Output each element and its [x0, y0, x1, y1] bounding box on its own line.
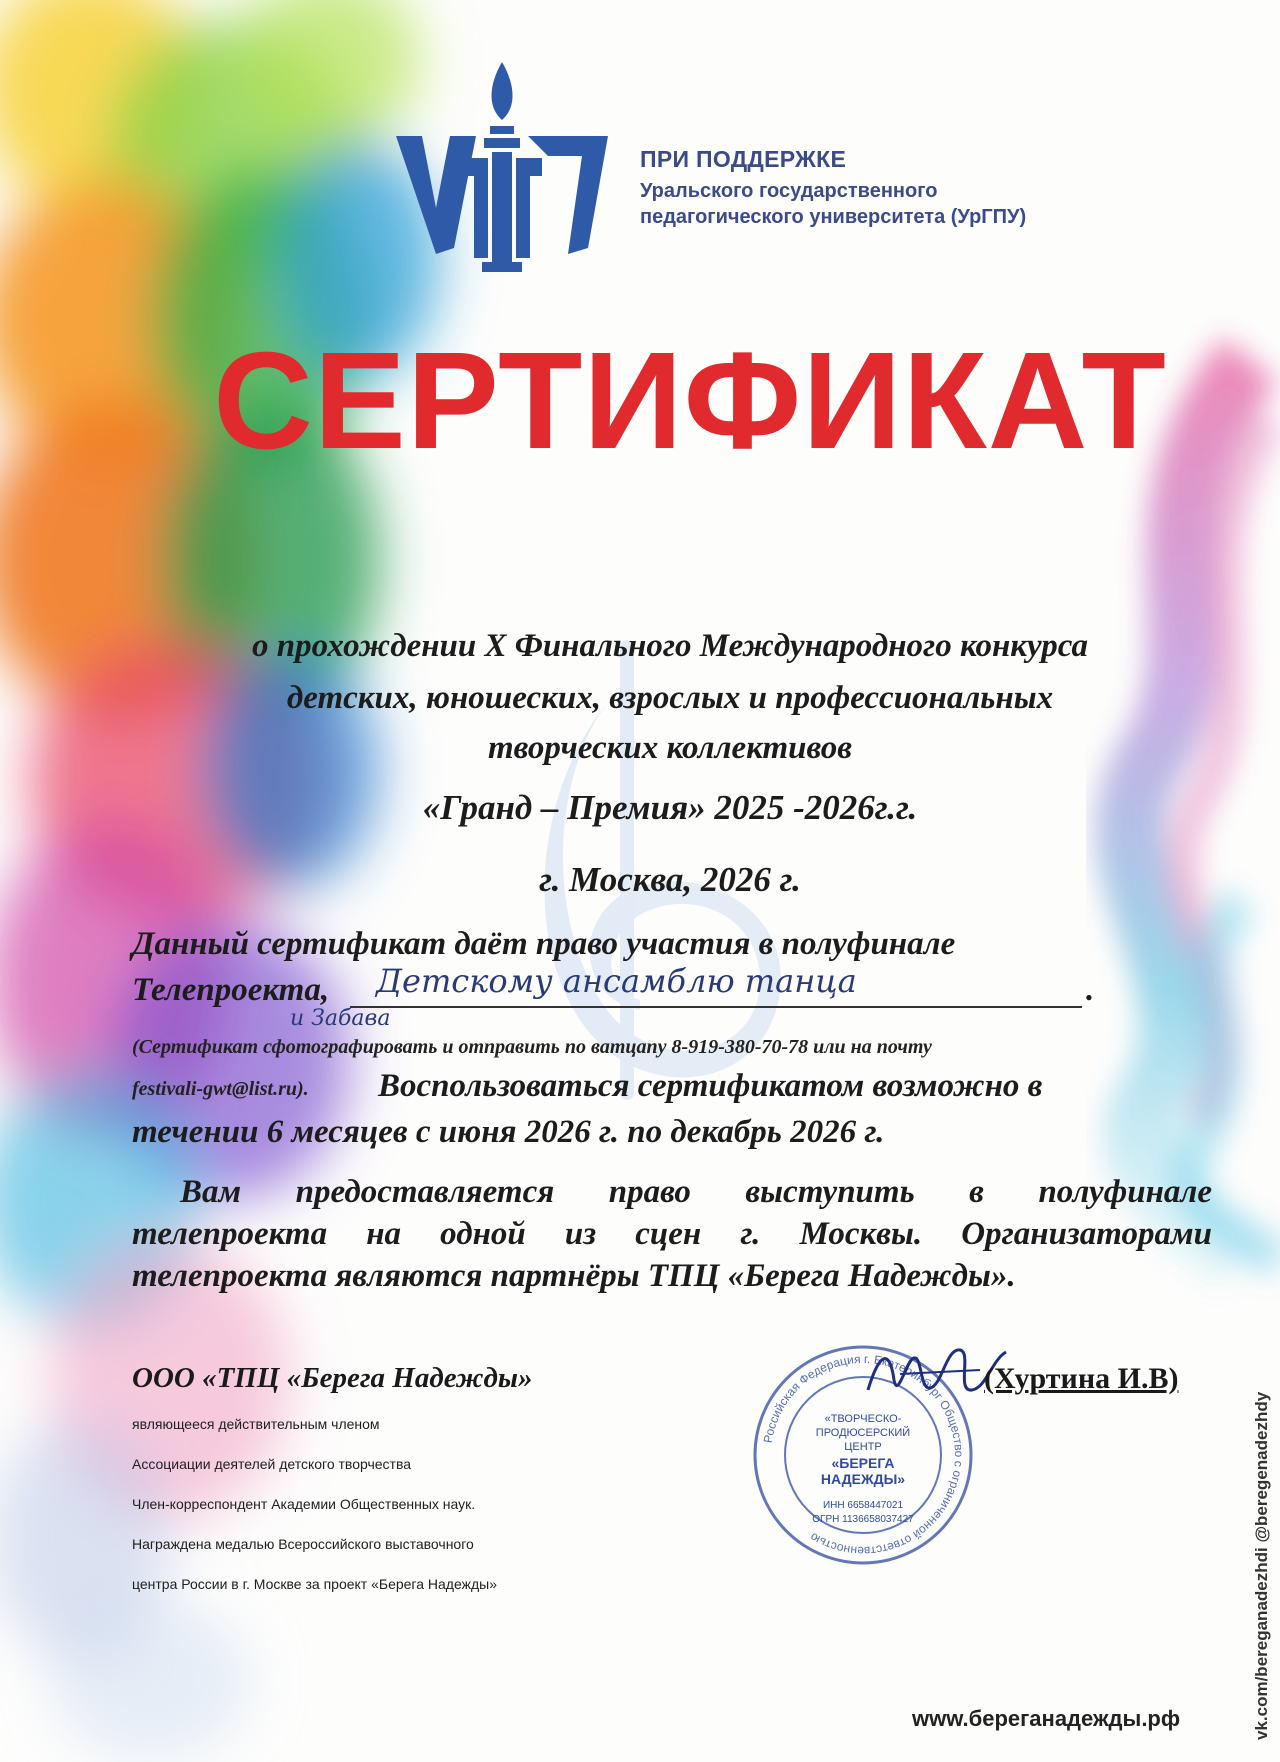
project-prefix: Телепроекта,: [132, 972, 330, 1008]
organization-info-2: Ассоциации деятелей детского творчества: [132, 1456, 412, 1472]
contact-note: (Сертификат сфотографировать и отправить по ватцапу 8-919-380-70-78 или на почту: [132, 1036, 932, 1058]
participant-handwritten: Детскому ансамблю танца: [376, 962, 857, 1000]
organization-info-4: Награждена медалью Всероссийского выставочного: [132, 1536, 474, 1552]
organization-info-5: центра России в г. Москве за проект «Берега Надежды»: [132, 1576, 497, 1592]
event-line-2: детских, юношеских, взрослых и профессиональных: [286, 680, 1054, 716]
urgpu-logo: [392, 58, 612, 285]
usage-line-2: течении 6 месяцев с июня 2026 г. по декабрь 2026 г.: [132, 1114, 885, 1150]
usage-line-1: Воспользоваться сертификатом возможно в: [378, 1068, 1043, 1104]
organization-info-1: являющееся действительным членом: [132, 1416, 380, 1432]
contact-email[interactable]: festivali-gwt@list.ru).: [132, 1078, 309, 1100]
urgpu-logo-graphic: [392, 58, 612, 280]
stamp-outer-text: Российская Федерация г. Екатеринбург Общество с ограниченной ответственностью: [760, 1351, 967, 1559]
organization-name: ООО «ТПЦ «Берега Надежды»: [132, 1362, 533, 1394]
support-line-2: педагогического университета (УрГПУ): [640, 206, 1027, 228]
certificate-title: СЕРТИФИКАТ: [213, 324, 1167, 478]
event-line-3: творческих коллективов: [487, 730, 853, 766]
stamp-center-5: НАДЕЖДЫ»: [820, 1471, 906, 1487]
stamp-inn: ИНН 6658447021: [822, 1500, 904, 1511]
social-links-vertical[interactable]: vk.com/bereganadezhdi @beregenadezhdy: [1252, 1391, 1271, 1740]
participant-handwritten-2: и Забава: [290, 1006, 391, 1031]
stamp-center-3: ЦЕНТР: [844, 1441, 882, 1453]
signer-name: (Хуртина И.В): [984, 1362, 1179, 1395]
event-name: «Гранд – Премия» 2025 -2026г.г.: [422, 788, 918, 827]
paragraph-line-2: телепроекта на одной из сцен г. Москвы. Организаторами: [132, 1216, 1212, 1252]
stamp-ogrn: ОГРН 1136658037427: [812, 1514, 914, 1525]
event-place: г. Москва, 2026 г.: [539, 860, 801, 899]
right-line: Данный сертификат даёт право участия в полуфинале: [132, 926, 956, 962]
support-heading: ПРИ ПОДДЕРЖКЕ: [640, 146, 847, 172]
stamp-center-4: «БЕРЕГА: [831, 1455, 895, 1471]
support-line-1: Уральского государственного: [640, 180, 938, 202]
paragraph-line-3: телепроекта являются партнёры ТПЦ «Берега Надежды».: [132, 1258, 1016, 1294]
stamp-center-2: ПРОДЮСЕРСКИЙ: [815, 1427, 911, 1439]
event-line-1: о прохождении Х Финального Международного конкурса: [251, 628, 1088, 664]
project-suffix: .: [1086, 972, 1095, 1008]
paragraph-line-1: Вам предоставляется право выступить в полуфинале: [180, 1174, 1212, 1210]
organization-info-3: Член-корреспондент Академии Общественных наук.: [132, 1496, 476, 1512]
stamp-center-1: «ТВОРЧЕСКО-: [824, 1413, 902, 1425]
participant-underline: [350, 1006, 1082, 1008]
website-link[interactable]: www.береганадежды.рф: [912, 1706, 1181, 1731]
